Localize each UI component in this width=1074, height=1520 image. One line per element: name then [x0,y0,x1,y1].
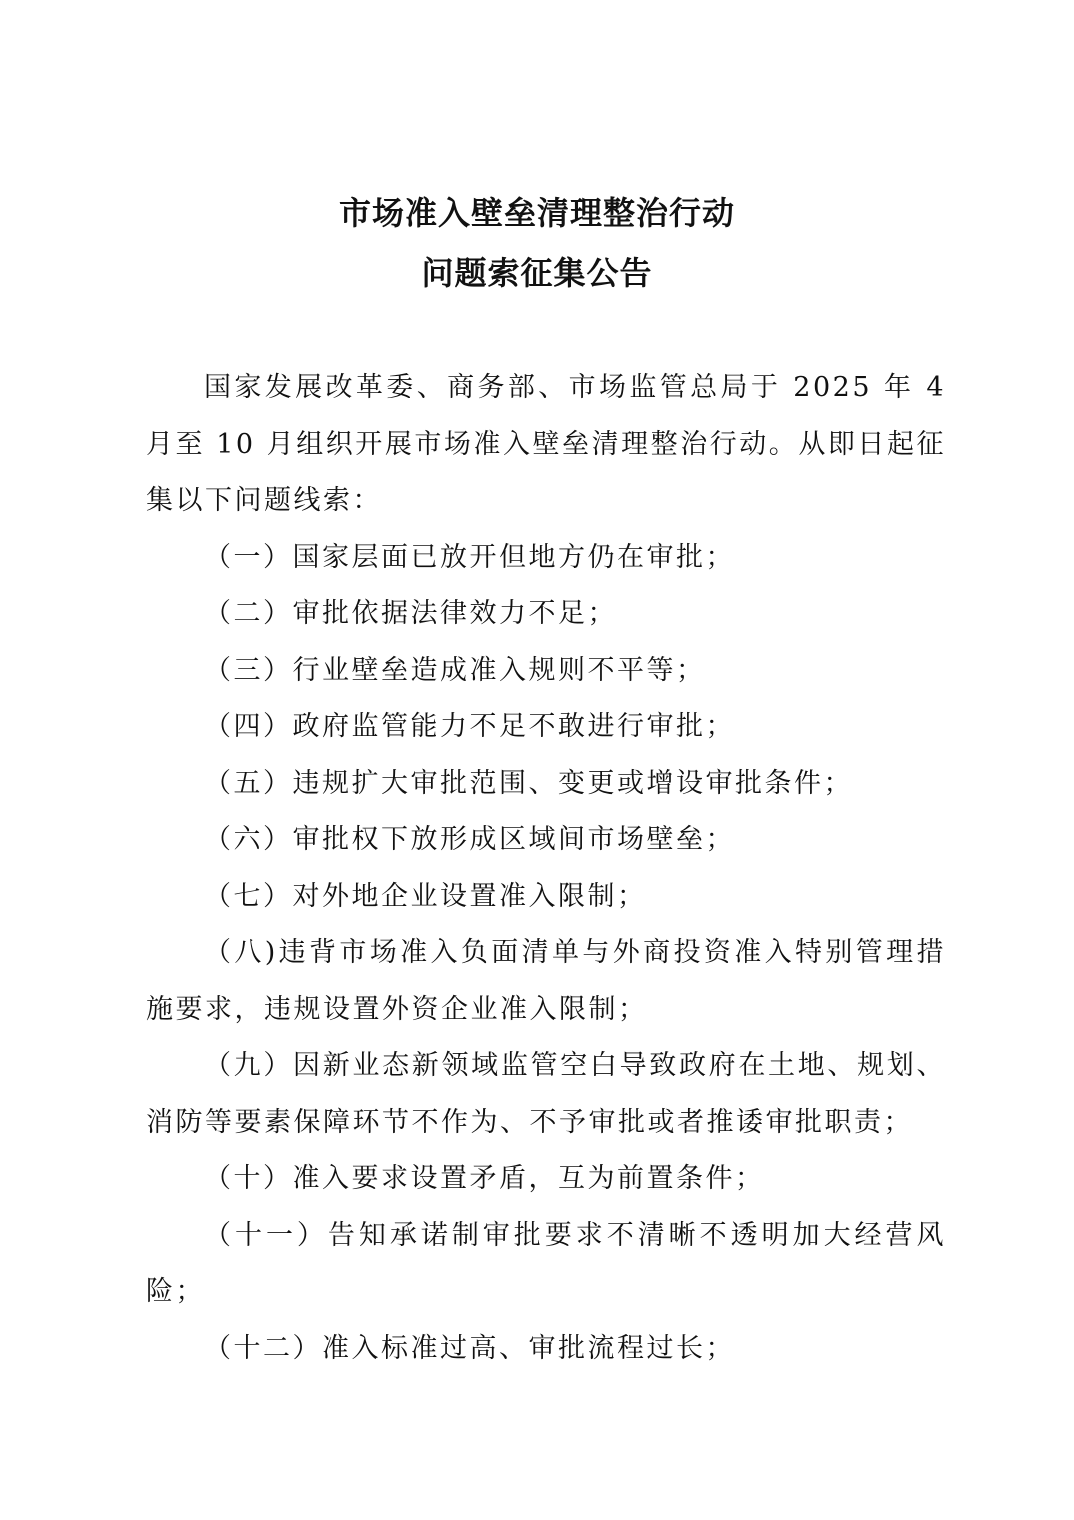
list-item: （三）行业壁垒造成准入规则不平等； [204,654,706,686]
list-item: （四）政府监管能力不足不敢进行审批； [204,711,735,742]
document-title-line-1: 市场准入壁垒清理整治行动 [338,194,735,232]
intro-paragraph: 国家发展改革委、商务部、市场监管总局于 2025 年 4 月至 10 月组织开展市场准入壁垒清理整治行动。从即日起征集以下问题线索： [146,372,946,516]
list-item: （一）国家层面已放开但地方仍在审批； [204,541,735,573]
list-item: （七）对外地企业设置准入限制； [204,880,647,912]
list-item: （二）审批依据法律效力不足； [204,598,617,629]
list-item: （五）违规扩大审批范围、变更或增设审批条件； [204,767,853,799]
list-item: （十一）告知承诺制审批要求不清晰不透明加大经营风险； [146,1219,946,1307]
document-title-line-2: 问题索征集公告 [421,254,653,292]
document-body [146,360,946,1377]
list-item: （八)违背市场准入负面清单与外商投资准入特别管理措施要求，违规设置外资企业准入限制； [146,937,946,1025]
list-item: （十二）准入标准过高、审批流程过长； [204,1332,735,1364]
list-item: （十）准入要求设置矛盾，互为前置条件； [204,1163,765,1194]
list-item: （六）审批权下放形成区域间市场壁垒； [204,824,735,855]
list-item: （九）因新业态新领域监管空白导致政府在土地、规划、消防等要素保障环节不作为、不予审批或者推诿审批职责； [146,1050,946,1138]
